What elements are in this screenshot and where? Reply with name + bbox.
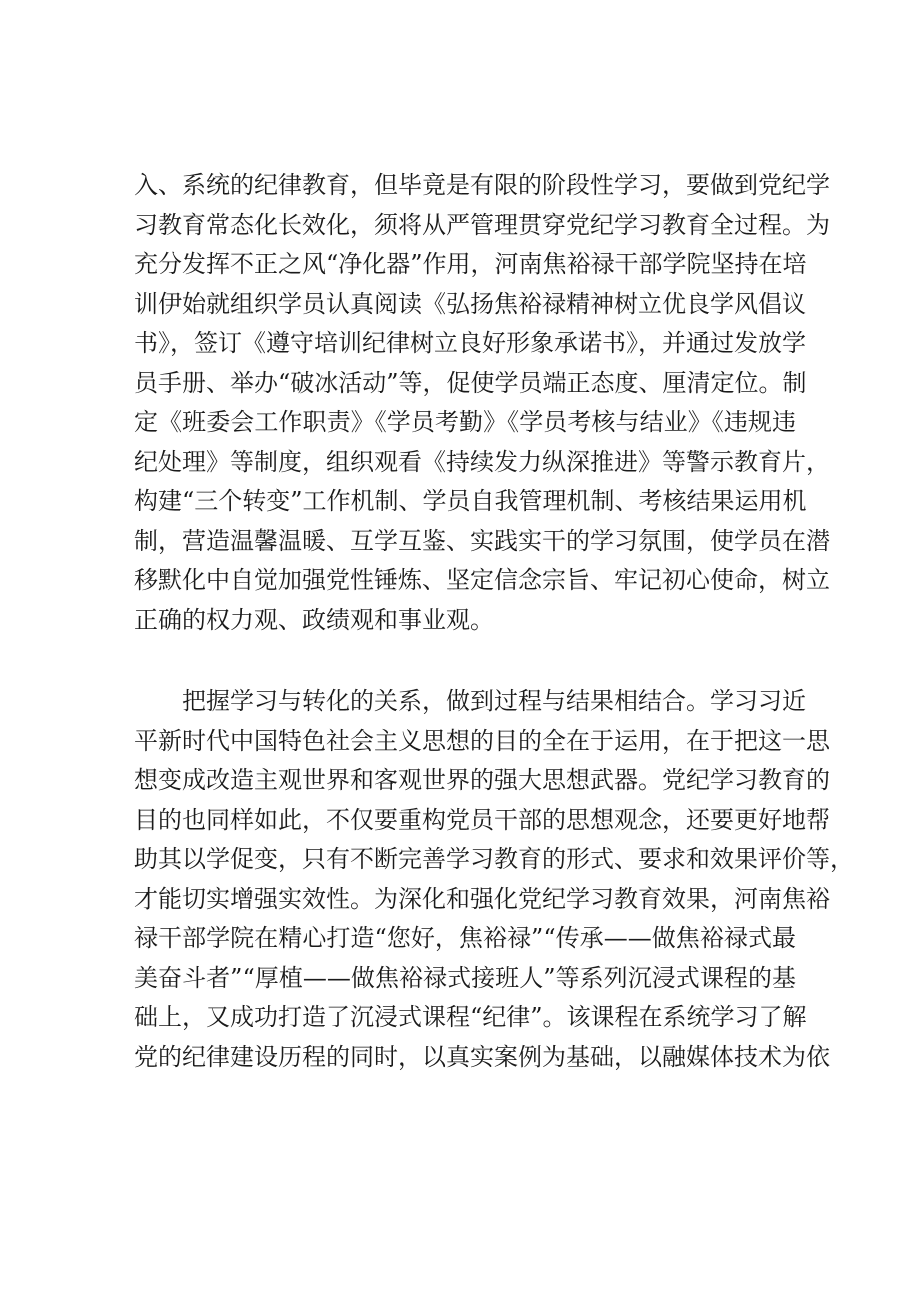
- paragraph-line: 础上，又成功打造了沉浸式课程“纪律”。该课程在系统学习了解: [134, 1003, 807, 1031]
- paragraph-line: 移默化中自觉加强党性锤炼、坚定信念宗旨、牢记初心使命，树立: [134, 566, 830, 594]
- paragraph-line: 书》，签订《遵守培训纪律树立良好形象承诺书》，并通过发放学: [134, 329, 806, 357]
- paragraph-2: [134, 682, 854, 1077]
- paragraph-line: 目的也同样如此，不仅要重构党员干部的思想观念，还要更好地帮: [134, 805, 830, 834]
- paragraph-line: 训伊始就组织学员认真阅读《弘扬焦裕禄精神树立优良学风倡议: [134, 289, 806, 318]
- paragraph-line: 平新时代中国特色社会主义思想的目的全在于运用，在于把这一思: [134, 726, 830, 755]
- paragraph-line: 才能切实增强实效性。为深化和强化党纪学习教育效果，河南焦裕: [134, 884, 830, 913]
- paragraph-line: 制，营造温馨温暖、互学互鉴、实践实干的学习氛围，使学员在潜: [134, 526, 830, 555]
- paragraph-line: 纪处理》等制度，组织观看《持续发力纵深推进》等警示教育片，: [134, 447, 830, 476]
- paragraph-line: 定《班委会工作职责》《学员考勤》《学员考核与结业》《违规违: [134, 408, 796, 436]
- paragraph-line: 禄干部学院在精心打造“您好，焦裕禄”“传承——做焦裕禄式最: [134, 924, 796, 952]
- paragraph-line: 助其以学促变，只有不断完善学习教育的形式、要求和效果评价等，: [134, 845, 854, 873]
- paragraph-line: 党的纪律建设历程的同时，以真实案例为基础，以融媒体技术为依: [134, 1042, 830, 1071]
- paragraph-line: 正确的权力观、政绩观和事业观。: [134, 605, 494, 634]
- paragraph-line: 想变成改造主观世界和客观世界的强大思想武器。党纪学习教育的: [134, 766, 830, 794]
- paragraph-line: 充分发挥不正之风“净化器”作用，河南焦裕禄干部学院坚持在培: [134, 250, 807, 278]
- paragraph-line: 构建“三个转变”工作机制、学员自我管理机制、考核结果运用机: [134, 487, 807, 515]
- paragraph-line: 习教育常态化长效化，须将从严管理贯穿党纪学习教育全过程。为: [134, 210, 830, 239]
- paragraph-line: 员手册、举办“破冰活动”等，促使学员端正态度、厘清定位。制: [134, 368, 807, 397]
- paragraph-line: 把握学习与转化的关系，做到过程与结果相结合。学习习近: [182, 687, 806, 715]
- paragraph-line: 美奋斗者”“厚植——做焦裕禄式接班人”等系列沉浸式课程的基: [134, 963, 796, 992]
- paragraph-line: 入、系统的纪律教育，但毕竟是有限的阶段性学习，要做到党纪学: [134, 171, 830, 199]
- paragraph-1: [134, 166, 830, 640]
